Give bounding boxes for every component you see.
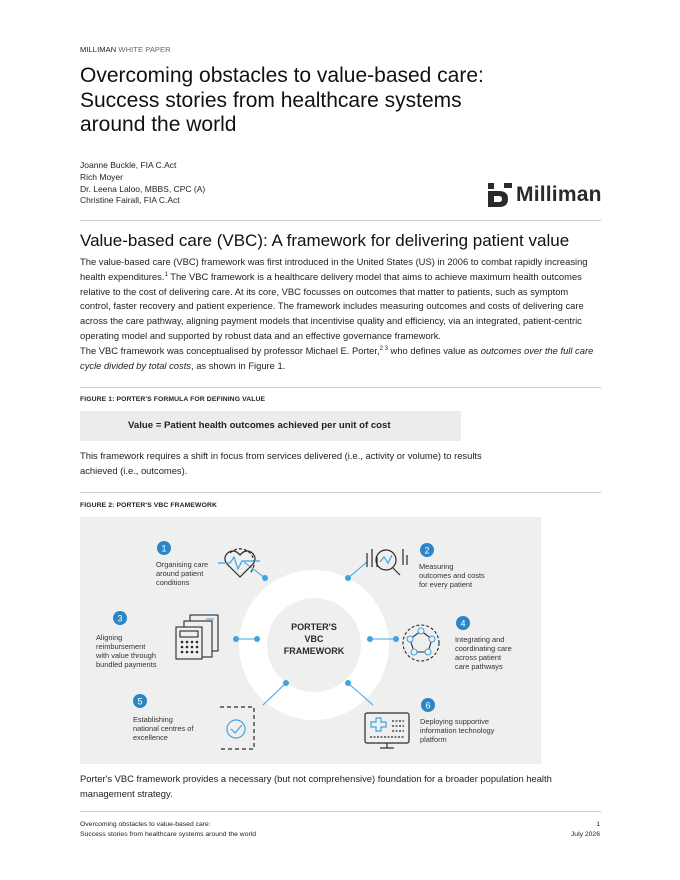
footer-page-info — [540, 820, 600, 839]
paragraph-conclusion: Porter's VBC framework provides a necessary (but not comprehensive) foundation for a broader population health management strategy. — [80, 773, 552, 799]
step-badge-6 — [421, 698, 435, 712]
publication-date: July 2026 — [570, 830, 600, 838]
milliman-logo-text: Milliman — [516, 183, 602, 206]
section-heading: Value-based care (VBC): A framework for delivering patient value — [80, 231, 570, 250]
author: Rich Moyer — [80, 171, 123, 182]
page-number: 1 — [596, 821, 600, 828]
title-line: around the world — [80, 113, 237, 136]
step-3-label: Aligning — [96, 633, 123, 642]
step-1-label: Organising care — [156, 560, 209, 569]
step-1-label: conditions — [156, 578, 190, 587]
title-line: Success stories from healthcare systems — [80, 88, 462, 112]
title-line: Overcoming obstacles to value-based care: — [80, 64, 484, 87]
step-badge-5 — [133, 694, 147, 708]
step-2-label: outcomes and costs — [419, 571, 485, 580]
center-label: PORTER'S — [291, 622, 337, 632]
footer-title-line: Overcoming obstacles to value-based care: — [80, 821, 211, 828]
divider — [80, 811, 601, 812]
step-6-label: information technology — [420, 726, 495, 735]
kicker-type: WHITE PAPER — [118, 45, 171, 54]
page-title — [80, 64, 550, 138]
svg-text:6: 6 — [425, 700, 431, 711]
formula-text: Value = Patient health outcomes achieved per unit of cost — [128, 420, 391, 431]
step-badge-4 — [456, 616, 470, 630]
step-2-label: for every patient — [419, 580, 472, 589]
paragraph-intro: The value-based care (VBC) framework was first introduced in the United States (US) in 2006 to combat rapidly increasing health expenditures.$^1$ The VBC framework is a healthcare delivery model that aims to achieve maximum health outcomes relative to the cost of delivering care. At its core, VBC focusses on outcomes that matter to patients, such as symptom control, faster recovery and patient experience. The framework includes measuring outcomes and costs of delivering care across the care pathway, aligning payment models that incentivise quality and efficiency, via an integrated, patient-centric operating model and supported by robust data and an effective governance framework. — [80, 256, 588, 341]
step-3-label: bundled payments — [96, 660, 157, 669]
step-5-label: national centres of — [133, 724, 194, 733]
svg-text:5: 5 — [137, 696, 143, 707]
center-label: VBC — [304, 634, 324, 644]
step-badge-2 — [420, 543, 434, 557]
author: Dr. Leena Laloo, MBBS, CPC (A) — [80, 183, 206, 194]
step-4-label: coordinating care — [455, 644, 512, 653]
step-badge-1 — [157, 541, 171, 555]
step-4-label: Integrating and — [455, 635, 505, 644]
figure1-label: FIGURE 1: PORTER'S FORMULA FOR DEFINING VALUE — [80, 396, 266, 403]
step-2-label: Measuring — [419, 562, 454, 571]
milliman-logo-mark-icon — [488, 183, 514, 207]
step-3-label: reimbursement — [96, 642, 146, 651]
divider — [80, 492, 601, 493]
svg-text:1: 1 — [161, 543, 167, 554]
footer-title-line: Success stories from healthcare systems around the world — [80, 830, 257, 838]
step-6-label: Deploying supportive — [420, 717, 490, 726]
milliman-logo — [488, 182, 600, 208]
paragraph-shift: This framework requires a shift in focus from services delivered (i.e., activity or volume) to results achieved (i.e., outcomes). — [80, 450, 482, 476]
step-4-label: care pathways — [455, 662, 503, 671]
svg-text:3: 3 — [117, 613, 123, 624]
step-5-label: Establishing — [133, 715, 173, 724]
step-4-label: across patient — [455, 653, 502, 662]
step-6-label: platform — [420, 735, 447, 744]
divider — [80, 387, 601, 388]
author-list — [80, 160, 205, 207]
step-5-label: excellence — [133, 733, 168, 742]
center-label: FRAMEWORK — [283, 646, 345, 656]
author: Christine Fairall, FIA C.Act — [80, 195, 180, 206]
formula-box — [80, 411, 461, 441]
svg-text:2: 2 — [424, 545, 430, 556]
kicker-brand: MILLIMAN — [80, 45, 117, 54]
figure2-label: FIGURE 2: PORTER'S VBC FRAMEWORK — [80, 502, 217, 509]
footer-title — [80, 820, 256, 839]
divider — [80, 220, 601, 221]
paragraph-porter: The VBC framework was conceptualised by professor Michael E. Porter,$^{2 3}$ who defines value as outcomes over the full care cycle divided by total costs, as shown in Figure 1. — [80, 345, 594, 371]
svg-text:4: 4 — [460, 618, 466, 629]
document-kicker — [80, 45, 171, 54]
step-3-label: with value through — [96, 651, 156, 660]
step-1-label: around patient — [156, 569, 204, 578]
author: Joanne Buckle, FIA C.Act — [80, 160, 177, 170]
vbc-framework-diagram — [80, 517, 541, 764]
step-badge-3 — [113, 611, 127, 625]
